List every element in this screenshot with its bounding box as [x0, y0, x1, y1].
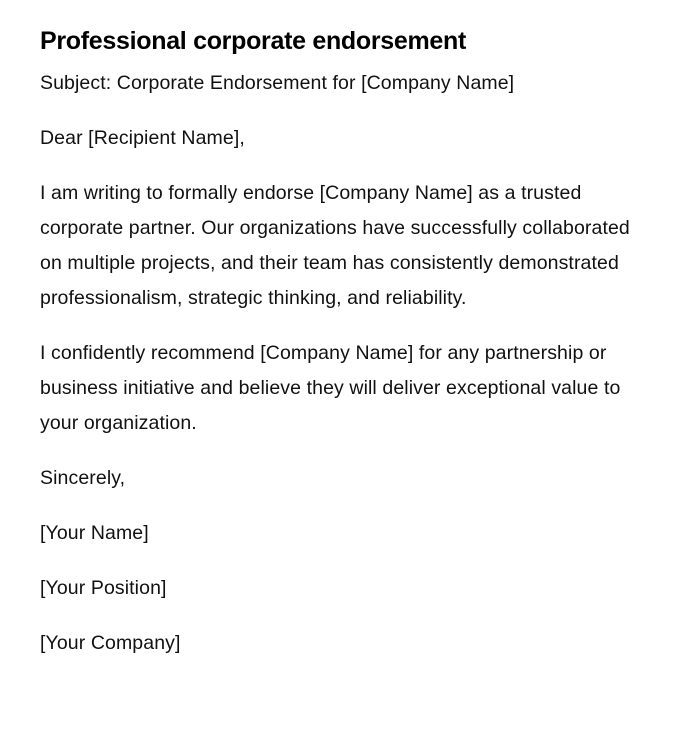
body-paragraph-2: I confidently recommend [Company Name] for any partnership or business initiative and believe they will deliver exceptional value to your organization.: [40, 342, 621, 434]
closing: Sincerely,: [40, 467, 126, 489]
signature-company: [Your Company]: [40, 632, 181, 654]
salutation: Dear [Recipient Name],: [40, 127, 245, 149]
signature-name: [Your Name]: [40, 522, 149, 544]
document: [40, 24, 650, 681]
signature-position: [Your Position]: [40, 577, 167, 599]
subject-line: Subject: Corporate Endorsement for [Company Name]: [40, 72, 515, 94]
document-title: Professional corporate endorsement: [40, 27, 467, 55]
body-paragraph-1: I am writing to formally endorse [Company Name] as a trusted corporate partner. Our organizations have successfully collaborated on multiple projects, and their team has consistently demonstrated professionalism, strategic thinking, and reliability.: [40, 182, 630, 309]
